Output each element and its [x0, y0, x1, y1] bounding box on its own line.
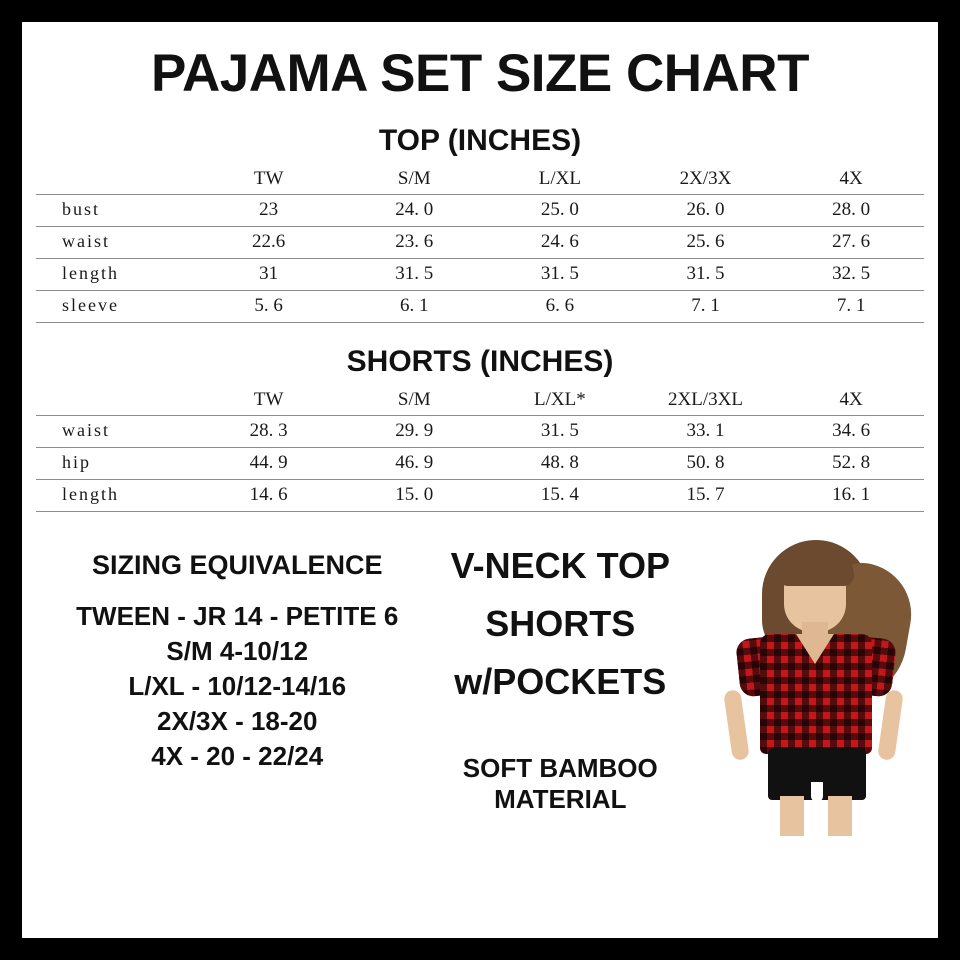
table-cell: 23: [196, 194, 342, 226]
sizing-line: S/M 4-10/12: [166, 635, 309, 666]
row-label: hip: [36, 447, 196, 479]
table-row: [36, 194, 924, 226]
table-header-row: [36, 164, 924, 195]
table-cell: 48. 8: [487, 447, 633, 479]
table-cell: 46. 9: [341, 447, 487, 479]
table-cell: 50. 8: [633, 447, 779, 479]
table-cell: 15. 7: [633, 479, 779, 511]
table-cell: 7. 1: [778, 290, 924, 322]
table-cell: 31. 5: [633, 258, 779, 290]
table-corner-cell: [36, 164, 196, 195]
top-size-table: [36, 164, 924, 323]
column-header: TW: [196, 164, 342, 195]
table-cell: 52. 8: [778, 447, 924, 479]
product-line-1: V-NECK TOP: [450, 544, 670, 586]
row-label: sleeve: [36, 290, 196, 322]
top-table-wrap: [22, 164, 938, 323]
table-cell: 31. 5: [487, 415, 633, 447]
column-header: S/M: [341, 164, 487, 195]
row-label: length: [36, 258, 196, 290]
table-cell: 44. 9: [196, 447, 342, 479]
table-cell: 28. 3: [196, 415, 342, 447]
column-header: TW: [196, 385, 342, 416]
model-arm-right: [877, 689, 904, 761]
sizing-line: L/XL - 10/12-14/16: [128, 670, 347, 701]
table-cell: 6. 1: [341, 290, 487, 322]
table-row: [36, 226, 924, 258]
table-row: [36, 258, 924, 290]
sizing-equivalence-block: [34, 528, 426, 815]
column-header: 2XL/3XL: [633, 385, 779, 416]
column-header: 4X: [778, 385, 924, 416]
column-header: 2X/3X: [633, 164, 779, 195]
product-line-3: w/POCKETS: [454, 661, 667, 703]
model-illustration: [710, 534, 920, 834]
table-cell: 26. 0: [633, 194, 779, 226]
table-cell: 24. 6: [487, 226, 633, 258]
row-label: waist: [36, 226, 196, 258]
model-leg-left: [780, 796, 804, 836]
top-section-heading: TOP (INCHES): [378, 123, 582, 157]
table-cell: 14. 6: [196, 479, 342, 511]
model-hair-front: [778, 548, 854, 586]
shorts-section-heading: SHORTS (INCHES): [346, 344, 614, 378]
table-header-row: [36, 385, 924, 416]
table-cell: 28. 0: [778, 194, 924, 226]
table-cell: 33. 1: [633, 415, 779, 447]
sizing-line: 2X/3X - 18-20: [157, 705, 318, 736]
sizing-line: TWEEN - JR 14 - PETITE 6: [76, 600, 399, 631]
page-title: PAJAMA SET SIZE CHART: [151, 44, 809, 103]
material-line-2: MATERIAL: [494, 783, 627, 814]
table-cell: 27. 6: [778, 226, 924, 258]
bottom-section: [22, 528, 938, 815]
table-cell: 15. 4: [487, 479, 633, 511]
shorts-table-wrap: [22, 385, 938, 512]
table-cell: 25. 0: [487, 194, 633, 226]
table-row: [36, 290, 924, 322]
table-cell: 5. 6: [196, 290, 342, 322]
table-cell: 25. 6: [633, 226, 779, 258]
sizing-line: 4X - 20 - 22/24: [151, 741, 324, 772]
row-label: waist: [36, 415, 196, 447]
table-cell: 15. 0: [341, 479, 487, 511]
table-row: [36, 479, 924, 511]
table-cell: 7. 1: [633, 290, 779, 322]
table-corner-cell: [36, 385, 196, 416]
table-cell: 31. 5: [341, 258, 487, 290]
table-cell: 31: [196, 258, 342, 290]
table-cell: 6. 6: [487, 290, 633, 322]
product-line-2: SHORTS: [485, 602, 636, 644]
table-cell: 32. 5: [778, 258, 924, 290]
model-v-neckline: [796, 634, 834, 664]
row-label: bust: [36, 194, 196, 226]
table-cell: 31. 5: [487, 258, 633, 290]
table-row: [36, 447, 924, 479]
table-cell: 34. 6: [778, 415, 924, 447]
column-header: L/XL*: [487, 385, 633, 416]
table-cell: 23. 6: [341, 226, 487, 258]
row-label: length: [36, 479, 196, 511]
model-shorts-gap: [811, 782, 823, 802]
shorts-size-table: [36, 385, 924, 512]
model-leg-right: [828, 796, 852, 836]
table-cell: 29. 9: [341, 415, 487, 447]
column-header: L/XL: [487, 164, 633, 195]
product-description-block: [426, 528, 694, 815]
table-cell: 24. 0: [341, 194, 487, 226]
material-line-1: SOFT BAMBOO: [462, 752, 658, 783]
table-cell: 22.6: [196, 226, 342, 258]
size-chart-page: [22, 22, 938, 938]
column-header: 4X: [778, 164, 924, 195]
sizing-equivalence-title: SIZING EQUIVALENCE: [91, 549, 383, 580]
product-photo: [694, 528, 926, 815]
table-row: [36, 415, 924, 447]
column-header: S/M: [341, 385, 487, 416]
table-cell: 16. 1: [778, 479, 924, 511]
model-arm-left: [723, 689, 750, 761]
